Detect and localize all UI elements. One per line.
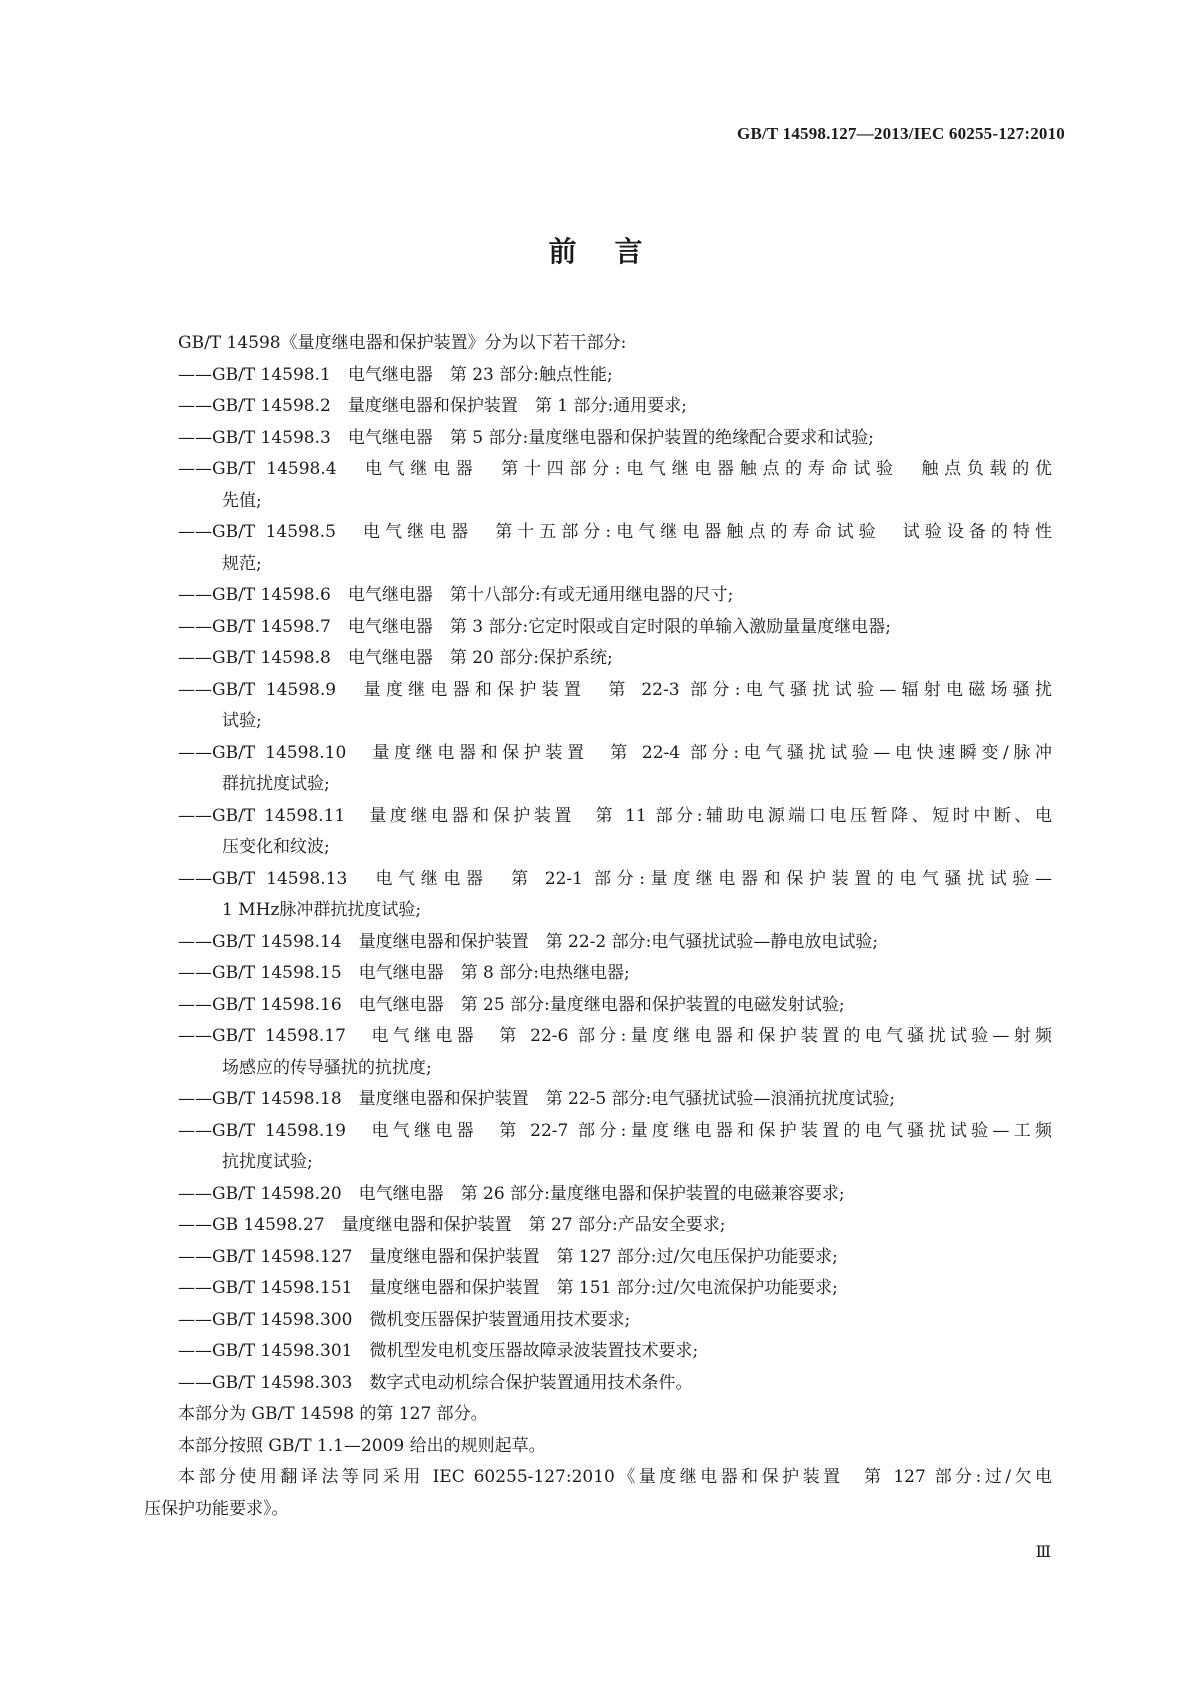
list-item-text: ——GB/T 14598.2 量度继电器和保护装置 第 1 部分:通用要求;: [178, 396, 687, 416]
list-item: [178, 454, 1052, 517]
list-item-text: ——GB/T 14598.17 电气继电器 第 22-6 部分:量度继电器和保护装置的电气骚扰试验—射频: [178, 1026, 1052, 1046]
list-item: [178, 1242, 1052, 1274]
list-item: [178, 643, 1052, 675]
intro-paragraph: GB/T 14598《量度继电器和保护装置》分为以下若干部分:: [178, 333, 627, 353]
list-item-continuation: 抗扰度试验;: [222, 1152, 313, 1172]
document-body: [144, 328, 1052, 1525]
list-item: [178, 675, 1052, 738]
list-item-continuation: 群抗扰度试验;: [222, 774, 330, 794]
list-item: [178, 801, 1052, 864]
list-item-text: ——GB/T 14598.5 电气继电器 第十五部分:电气继电器触点的寿命试验 试验设备的特性: [178, 522, 1052, 542]
list-item-text: ——GB/T 14598.303 数字式电动机综合保护装置通用技术条件。: [178, 1372, 693, 1393]
list-item-text: ——GB/T 14598.16 电气继电器 第 25 部分:量度继电器和保护装置的电磁发射试验;: [178, 994, 845, 1015]
list-item-text: ——GB/T 14598.20 电气继电器 第 26 部分:量度继电器和保护装置的电磁兼容要求;: [178, 1183, 845, 1204]
list-item: [178, 1116, 1052, 1179]
list-item-continuation: 先值;: [222, 490, 262, 511]
list-item: [178, 612, 1052, 644]
list-item: [178, 1210, 1052, 1242]
list-item: [178, 1021, 1052, 1084]
list-item-text: ——GB 14598.27 量度继电器和保护装置 第 27 部分:产品安全要求;: [178, 1215, 726, 1235]
list-item-text: ——GB/T 14598.7 电气继电器 第 3 部分:它定时限或自定时限的单输入激励量量度继电器;: [178, 616, 891, 637]
list-item: [178, 1368, 1052, 1400]
list-item: [178, 1273, 1052, 1305]
paragraph-adoption-line1: 本部分使用翻译法等同采用 IEC 60255-127:2010《量度继电器和保护装置 第 127 部分:过/欠电: [178, 1467, 1052, 1487]
list-item: [178, 958, 1052, 990]
list-item: [178, 990, 1052, 1022]
parts-list: [178, 360, 1052, 1400]
paragraph-part-number: 本部分为 GB/T 14598 的第 127 部分。: [178, 1404, 488, 1424]
list-item-continuation: 1 MHz脉冲群抗扰度试验;: [222, 900, 422, 920]
list-item: [178, 1305, 1052, 1337]
list-item-text: ——GB/T 14598.3 电气继电器 第 5 部分:量度继电器和保护装置的绝缘配合要求和试验;: [178, 427, 874, 448]
list-item-text: ——GB/T 14598.301 微机型发电机变压器故障录波装置技术要求;: [178, 1341, 699, 1361]
list-item: [178, 1084, 1052, 1116]
list-item: [178, 864, 1052, 927]
list-item-text: ——GB/T 14598.8 电气继电器 第 20 部分:保护系统;: [178, 648, 613, 668]
list-item-continuation: 规范;: [222, 553, 262, 574]
list-item-text: ——GB/T 14598.127 量度继电器和保护装置 第 127 部分:过/欠电压保护功能要求;: [178, 1246, 838, 1267]
list-item-text: ——GB/T 14598.4 电气继电器 第十四部分:电气继电器触点的寿命试验 触点负载的优: [178, 459, 1052, 479]
page-number: Ⅲ: [1035, 1544, 1051, 1561]
header-standard-code: GB/T 14598.127—2013/IEC 60255-127:2010: [737, 124, 1065, 143]
list-item-text: ——GB/T 14598.10 量度继电器和保护装置 第 22-4 部分:电气骚扰试验—电快速瞬变/脉冲: [178, 742, 1052, 763]
list-item: [178, 1336, 1052, 1368]
list-item: [178, 423, 1052, 455]
list-item-text: ——GB/T 14598.18 量度继电器和保护装置 第 22-5 部分:电气骚扰试验—浪涌抗扰度试验;: [178, 1089, 896, 1109]
list-item-text: ——GB/T 14598.11 量度继电器和保护装置 第 11 部分:辅助电源端口电压暂降、短时中断、电: [178, 805, 1052, 826]
list-item-text: ——GB/T 14598.15 电气继电器 第 8 部分:电热继电器;: [178, 963, 630, 983]
list-item-text: ——GB/T 14598.6 电气继电器 第十八部分:有或无通用继电器的尺寸;: [178, 585, 734, 605]
list-item-text: ——GB/T 14598.13 电气继电器 第 22-1 部分:量度继电器和保护装置的电气骚扰试验—: [178, 868, 1052, 889]
list-item-text: ——GB/T 14598.14 量度继电器和保护装置 第 22-2 部分:电气骚扰试验—静电放电试验;: [178, 931, 879, 952]
list-item: [178, 738, 1052, 801]
list-item: [178, 580, 1052, 612]
list-item: [178, 517, 1052, 580]
list-item-continuation: 试验;: [222, 711, 262, 731]
list-item: [178, 391, 1052, 423]
list-item: [178, 927, 1052, 959]
paragraph-drafting-rules: 本部分按照 GB/T 1.1—2009 给出的规则起草。: [178, 1435, 546, 1456]
list-item: [178, 1179, 1052, 1211]
list-item-continuation: 场感应的传导骚扰的抗扰度;: [222, 1057, 432, 1078]
page-title: 前言: [548, 235, 681, 268]
list-item-text: ——GB/T 14598.300 微机变压器保护装置通用技术要求;: [178, 1309, 631, 1330]
paragraph-adoption-line2: 压保护功能要求》。: [144, 1498, 289, 1519]
list-item-text: ——GB/T 14598.151 量度继电器和保护装置 第 151 部分:过/欠电流保护功能要求;: [178, 1278, 838, 1298]
list-item-text: ——GB/T 14598.9 量度继电器和保护装置 第 22-3 部分:电气骚扰试验—辐射电磁场骚扰: [178, 679, 1052, 700]
list-item-text: ——GB/T 14598.19 电气继电器 第 22-7 部分:量度继电器和保护装置的电气骚扰试验—工频: [178, 1120, 1052, 1141]
list-item: [178, 360, 1052, 392]
list-item-continuation: 压变化和纹波;: [222, 837, 330, 857]
list-item-text: ——GB/T 14598.1 电气继电器 第 23 部分:触点性能;: [178, 364, 613, 385]
